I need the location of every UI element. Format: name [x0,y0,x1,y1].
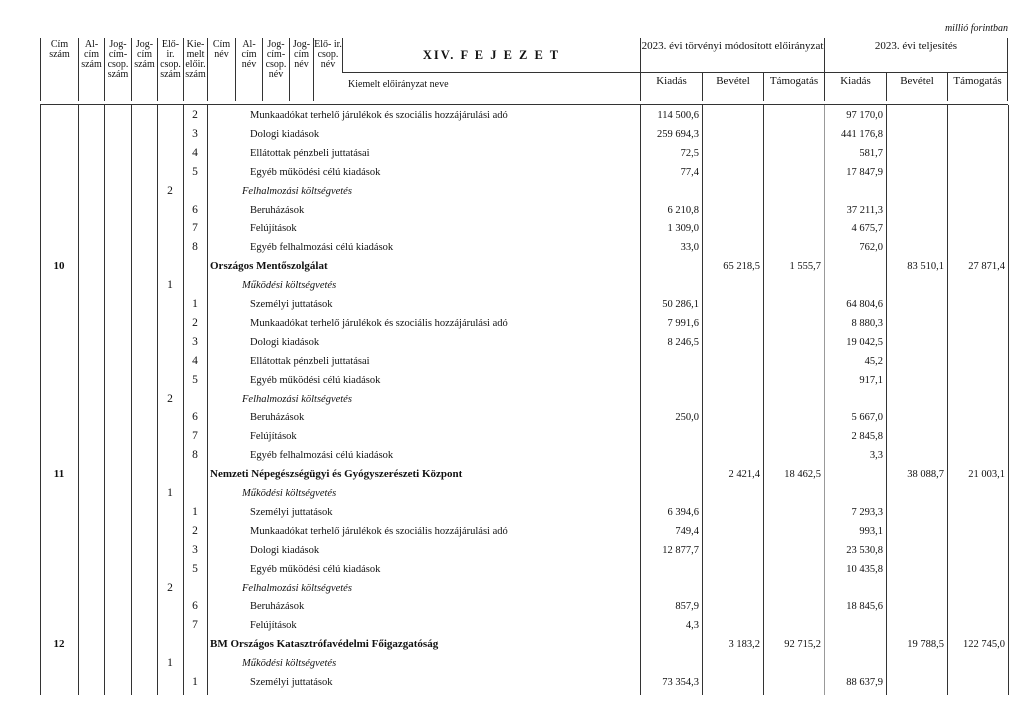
group-header-plan: 2023. évi törvényi módosított előirányzat [640,38,824,72]
row-value: 88 637,9 [846,677,883,688]
row-value: 19 788,5 [907,639,944,651]
row-value: 18 462,5 [784,469,821,481]
row-value: 7 293,3 [851,506,883,518]
kiemelt-number: 1 [192,676,198,688]
table-row [40,390,1008,409]
kiemelt-number: 8 [192,449,198,462]
row-name: Egyéb működési célú kiadások [250,166,381,178]
kiemelt-number: 6 [192,203,198,216]
row-value: 77,4 [680,166,699,178]
name-col-header: Kiemelt előirányzat neve [348,79,449,90]
value-col-header: Kiadás [640,72,702,101]
row-value: 5 667,0 [851,412,883,424]
row-value: 7 991,6 [667,317,699,329]
kiemelt-number: 1 [192,298,198,310]
chapter-title: XIV. F E J E Z E T [342,38,640,72]
value-col-header: Bevétel [702,72,763,101]
row-value: 21 003,1 [968,469,1005,481]
row-value: 993,1 [859,525,883,537]
table-row [40,673,1008,692]
kiemelt-number: 7 [192,222,198,235]
row-name: Beruházások [250,412,305,424]
row-value: 114 500,6 [657,110,699,121]
table-row [40,238,1008,257]
kiemelt-number: 5 [192,165,198,178]
kiemelt-number: 6 [192,600,198,613]
row-value: 23 530,8 [846,544,883,556]
row-value: 65 218,5 [723,261,760,273]
row-name: Munkaadókat terhelő járulékok és szociális hozzájárulási adó [250,110,508,121]
row-name: Egyéb felhalmozási célú kiadások [250,450,394,462]
row-name: Munkaadókat terhelő járulékok és szociális hozzájárulási adó [250,525,508,537]
header-code-col: Jog- cím- csop. név [262,38,289,101]
row-name: Egyéb felhalmozási célú kiadások [250,242,394,254]
table-row [40,484,1008,503]
table-row [40,597,1008,616]
row-value: 4,3 [685,620,699,632]
kiemelt-number: 5 [192,562,198,575]
kiemelt-number: 3 [192,543,198,556]
row-value: 441 176,8 [841,128,883,140]
table-header [40,38,1008,101]
row-value: 8 246,5 [667,336,699,348]
row-name: Országos Mentőszolgálat [210,260,328,273]
row-value: 6 210,8 [667,204,699,216]
row-value: 917,1 [859,374,883,386]
row-value: 2 845,8 [851,431,883,443]
table-row [40,371,1008,390]
row-name: Felújítások [250,620,297,632]
row-value: 749,4 [675,525,699,537]
row-value: 97 170,0 [846,110,883,121]
row-name: Egyéb működési célú kiadások [250,374,381,386]
kiemelt-number: 3 [192,127,198,140]
row-value: 857,9 [675,601,699,613]
table-row [40,465,1008,484]
kiemelt-number: 2 [192,109,198,121]
row-value: 6 394,6 [667,506,699,518]
header-code-col: Jog- cím név [289,38,313,101]
row-name: Nemzeti Népegészségügyi és Gyógyszerészeti Központ [210,468,463,481]
header-code-col: Kie- melt előir. szám [183,38,207,101]
eloir-csop-number: 1 [167,657,173,670]
table-row [40,106,1008,125]
row-name: Működési költségvetés [242,488,337,499]
header-code-col: Al- cím szám [78,38,104,101]
row-name: Munkaadókat terhelő járulékok és szociális hozzájárulási adó [250,317,508,329]
cim-number: 11 [53,468,65,481]
table-row [40,163,1008,182]
row-value: 10 435,8 [846,563,883,575]
kiemelt-number: 6 [192,411,198,424]
row-value: 12 877,7 [662,544,699,556]
kiemelt-number: 2 [192,524,198,537]
table-row [40,522,1008,541]
header-code-col: Al- cím név [235,38,262,101]
unit-label: millió forintban [944,23,1008,34]
row-name: Dologi kiadások [250,544,320,556]
value-col-header: Támogatás [763,72,824,101]
header-code-col: Cím név [207,38,235,101]
kiemelt-number: 3 [192,335,198,348]
table-row [40,144,1008,163]
row-name: Beruházások [250,204,305,216]
table-row [40,201,1008,220]
eloir-csop-number: 1 [167,279,173,292]
row-value: 3,3 [869,450,883,462]
kiemelt-number: 2 [192,316,198,329]
eloir-csop-number: 2 [167,184,173,197]
table-row [40,560,1008,579]
row-name: Ellátottak pénzbeli juttatásai [250,355,370,367]
kiemelt-number: 4 [192,146,198,159]
table-body [40,104,1008,695]
value-col-header: Támogatás [947,72,1008,101]
table-row [40,579,1008,598]
table-row [40,257,1008,276]
table-row [40,182,1008,201]
row-value: 33,0 [680,242,699,254]
header-code-col: Elő- ir. csop. szám [157,38,183,101]
kiemelt-number: 7 [192,430,198,443]
table-row [40,446,1008,465]
eloir-csop-number: 2 [167,581,173,594]
row-value: 64 804,6 [846,299,883,310]
row-value: 8 880,3 [851,317,883,329]
table-row [40,616,1008,635]
table-row [40,125,1008,144]
row-value: 37 211,3 [846,204,883,216]
table-row [40,654,1008,673]
table-row [40,333,1008,352]
row-value: 45,2 [864,355,883,367]
row-name: Működési költségvetés [242,658,337,670]
row-name: Működési költségvetés [242,280,337,292]
value-col-header: Kiadás [824,72,886,101]
row-value: 38 088,7 [907,469,944,481]
row-value: 122 745,0 [963,639,1005,651]
row-name: Ellátottak pénzbeli juttatásai [250,147,370,159]
table-row [40,408,1008,427]
row-value: 1 309,0 [667,223,699,235]
row-name: Személyi juttatások [250,677,333,688]
table-row [40,427,1008,446]
kiemelt-number: 4 [192,354,198,367]
row-name: Dologi kiadások [250,336,320,348]
row-name: Felhalmozási költségvetés [242,582,352,594]
table-row [40,219,1008,238]
row-value: 17 847,9 [846,166,883,178]
row-value: 18 845,6 [846,601,883,613]
header-code-col: Elő- ir. csop. név [313,38,342,101]
row-value: 19 042,5 [846,336,883,348]
value-col-header: Bevétel [886,72,947,101]
row-name: Személyi juttatások [250,299,333,310]
cim-number: 12 [53,638,65,651]
row-name: Felújítások [250,431,297,443]
row-name: Személyi juttatások [250,506,333,518]
row-name: Felújítások [250,223,297,235]
row-value: 27 871,4 [968,261,1005,273]
table-row [40,295,1008,314]
kiemelt-number: 1 [192,505,198,518]
header-code-col: Jog- cím- csop. szám [104,38,131,101]
kiemelt-number: 5 [192,373,198,386]
eloir-csop-number: 1 [167,487,173,499]
kiemelt-number: 7 [192,619,198,632]
eloir-csop-number: 2 [167,392,173,405]
row-name: Egyéb működési célú kiadások [250,563,381,575]
row-value: 259 694,3 [657,128,699,140]
table-row [40,541,1008,560]
row-value: 762,0 [859,242,883,254]
cim-number: 10 [53,260,65,273]
row-value: 92 715,2 [784,639,821,651]
table-row [40,635,1008,654]
kiemelt-number: 8 [192,241,198,254]
table-row [40,276,1008,295]
row-value: 3 183,2 [728,639,760,651]
table-row [40,503,1008,522]
row-value: 72,5 [680,147,699,159]
row-value: 73 354,3 [662,677,699,688]
row-name: Felhalmozási költségvetés [242,393,352,405]
row-value: 4 675,7 [851,223,883,235]
row-value: 50 286,1 [662,299,699,310]
row-value: 250,0 [675,412,699,424]
row-name: Beruházások [250,601,305,613]
table-row [40,314,1008,333]
row-name: Felhalmozási költségvetés [242,185,352,197]
group-header-actual: 2023. évi teljesítés [824,38,1008,72]
row-value: 581,7 [859,147,883,159]
header-code-col: Jog- cím szám [131,38,157,101]
row-name: BM Országos Katasztrófavédelmi Főigazgatóság [210,638,439,651]
table-row [40,352,1008,371]
row-value: 83 510,1 [907,261,944,273]
row-value: 2 421,4 [728,469,760,481]
header-code-col: Cím szám [40,38,78,101]
row-value: 1 555,7 [789,261,821,273]
row-name: Dologi kiadások [250,128,320,140]
column-line [1008,105,1009,695]
